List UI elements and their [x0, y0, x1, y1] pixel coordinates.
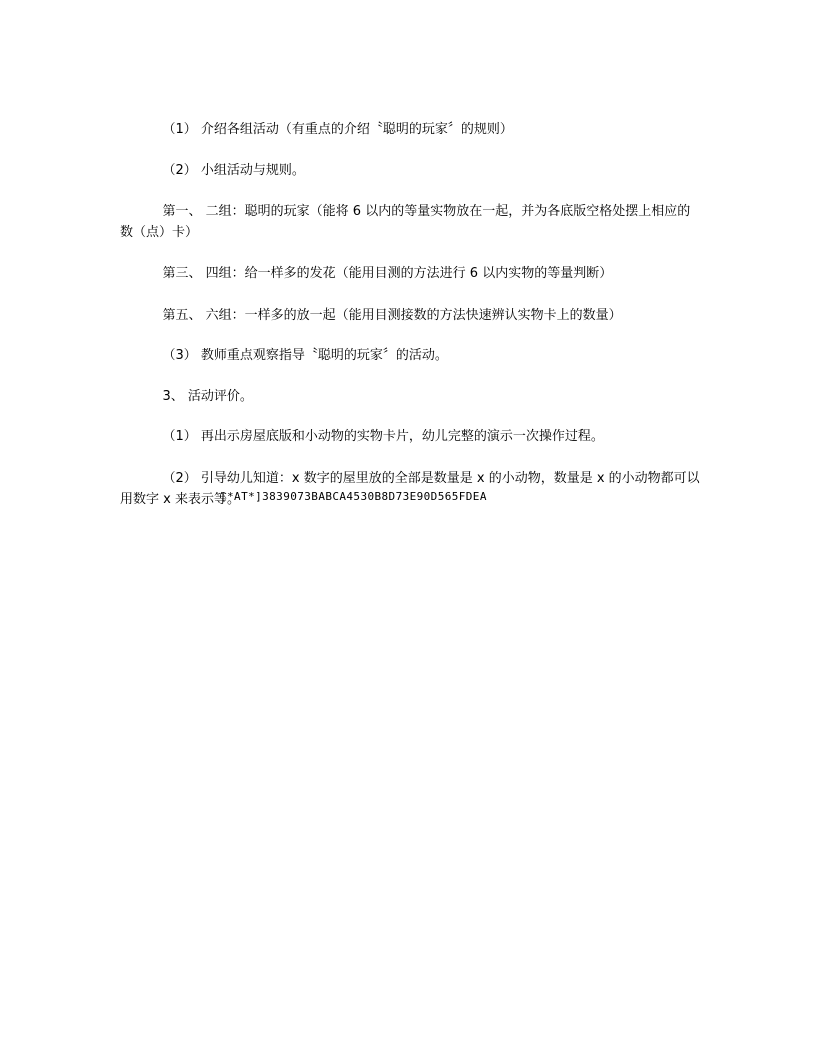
document-footer-code: [*AT*]3839073BABCA4530B8D73E90D565FDEA	[220, 490, 487, 503]
paragraph-text: （2） 小组活动与规则。	[162, 163, 305, 178]
paragraph-text: （3） 教师重点观察指导〝聪明的玩家〞的活动。	[162, 348, 448, 363]
paragraph-text: （1） 介绍各组活动（有重点的介绍〝聪明的玩家〞的规则）	[162, 122, 513, 137]
paragraph-text: 第三、 四组：给一样多的发花（能用目测的方法进行 6 以内实物的等量判断）	[162, 266, 613, 281]
paragraph-text: （1） 再出示房屋底版和小动物的实物卡片，幼儿完整的演示一次操作过程。	[162, 429, 604, 444]
paragraph-text: 第五、 六组：一样多的放一起（能用目测接数的方法快速辨认实物卡上的数量）	[162, 308, 622, 323]
paragraph-text: 第一、 二组：聪明的玩家（能将 6 以内的等量实物放在一起，并为各底版空格处摆上相应的数（点）卡）	[120, 204, 691, 240]
paragraph-text: （2） 引导幼儿知道：x 数字的屋里放的全部是数量是 x 的小动物，数量是 x 的小动物都可以用数字 x 来表示等。	[120, 471, 700, 507]
paragraph-text: 3、 活动评价。	[162, 389, 253, 404]
